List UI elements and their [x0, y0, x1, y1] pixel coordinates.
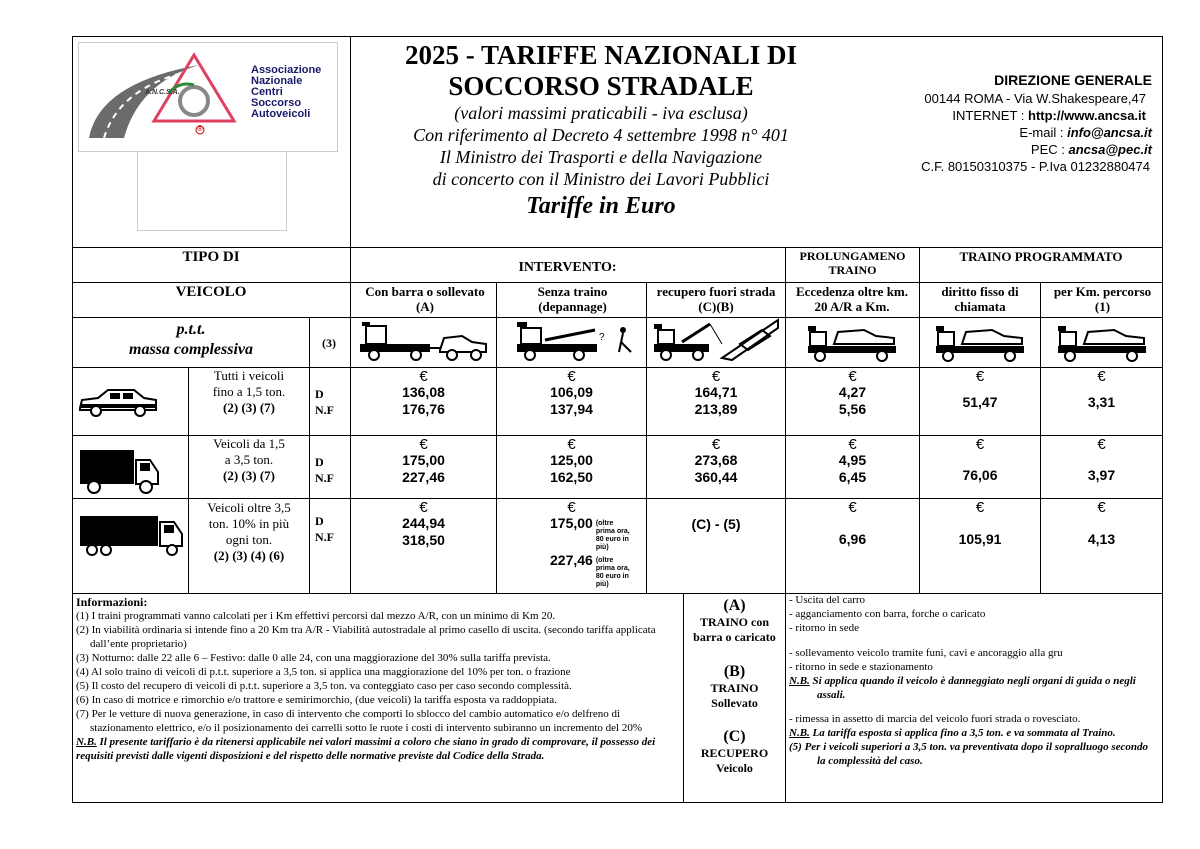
- logo-name: Associazione Nazionale Centri Soccorso Autoveicoli: [251, 64, 322, 120]
- desc-b2: - ritorno in sede e stazionamento: [789, 661, 933, 673]
- row2-codes: D N.F: [315, 455, 334, 485]
- desc-b1: - sollevamento veicolo tramite funi, cavi e ancoraggio alla gru: [789, 647, 1063, 659]
- row1-barra-nf: 176,76: [402, 401, 445, 417]
- row3-perkm: 4,13: [1087, 531, 1116, 547]
- row3-diritto-cell: € 105,91: [921, 500, 1039, 548]
- row1-eccedenza-cell: € 4,27 5,56: [787, 369, 918, 418]
- veicolo-header: VEICOLO: [175, 284, 247, 300]
- col-perkm-header: per Km. percorso (1): [1053, 284, 1152, 314]
- info-item-4: (4) Al solo traino di veicoli di p.t.t. superiore a 3,5 ton. si applica una maggiorazione del 10% per ton. o frazione: [76, 666, 571, 678]
- direzione-internet: INTERNET : http://www.ancsa.it: [952, 108, 1146, 123]
- prolungamento-header: PROLUNGAMENO TRAINO: [799, 249, 906, 277]
- info-item-1: (1) I traini programmati vanno calcolati per i Km effettivi percorsi dal mezzo A/R, con un minimo di Km 20.: [76, 610, 556, 622]
- desc-c1: - rimessa in assetto di marcia del veicolo fuori strada o rovesciato.: [789, 713, 1081, 725]
- row2-senza-d: 125,00: [550, 452, 593, 468]
- row2-recupero-d: 273,68: [694, 452, 738, 468]
- row2-recupero-cell: € 273,68 360,44: [648, 437, 784, 486]
- info-item-6: (6) In caso di motrice e rimorchio e/o trattore e semirimorchio, (due veicoli) la tariffa esposta va raddoppiata.: [76, 694, 557, 706]
- subtitle-decreto: Con riferimento al Decreto 4 settembre 1998 n° 401: [413, 125, 789, 145]
- internet-link[interactable]: http://www.ancsa.it: [1028, 108, 1146, 123]
- row2-perkm: 3,97: [1087, 467, 1116, 483]
- logo: [78, 42, 338, 152]
- tow-truck-depannage-icon: [515, 320, 637, 362]
- row3-senza-note-2: (oltre prima ora, 80 euro in più): [595, 557, 630, 588]
- col-senza-header: Senza traino (depannage): [537, 284, 608, 314]
- row1-diritto: 51,47: [962, 394, 998, 410]
- row2-senza-nf: 162,50: [550, 469, 593, 485]
- ptt-label: p.t.t. massa complessiva: [129, 321, 253, 358]
- traino-programmato-header: TRAINO PROGRAMMATO: [959, 249, 1123, 264]
- row1-eccedenza-d: 4,27: [838, 384, 867, 400]
- desc-c5: (5) Per i veicoli superiori a 3,5 ton. va preventivata dopo il sopralluogo secondo la complessità del caso.: [789, 741, 1149, 767]
- van-icon: [78, 448, 162, 494]
- logo-placeholder-box: [137, 151, 287, 231]
- col-recupero-header: recupero fuori strada (C)(B): [656, 284, 776, 314]
- legend-block: [684, 597, 785, 776]
- desc-a1: - Uscita del carro: [789, 594, 866, 606]
- direzione-email: E-mail : info@ancsa.it: [1019, 125, 1152, 140]
- row2-recupero-nf: 360,44: [694, 469, 738, 485]
- row1-recupero-d: 164,71: [694, 384, 738, 400]
- row2-barra-cell: € 175,00 227,46: [352, 437, 495, 486]
- row2-barra-nf: 227,46: [402, 469, 445, 485]
- desc-a2: - agganciamento con barra, forche o caricato: [789, 608, 986, 620]
- row1-description: Tutti i veicoli fino a 1,5 ton. (2) (3) (7): [212, 368, 286, 415]
- legend-a-text: TRAINO con barra o caricato: [693, 615, 776, 644]
- row3-eccedenza: 6,96: [838, 531, 867, 547]
- row3-barra-cell: € 244,94 318,50: [352, 500, 495, 549]
- row3-codes: D N.F: [315, 514, 334, 544]
- row3-diritto: 105,91: [958, 531, 1002, 547]
- row3-barra-d: 244,94: [402, 515, 445, 531]
- row1-senza-cell: € 106,09 137,94: [498, 369, 645, 418]
- nb-text: N.B. Il presente tariffario è da ritenersi applicabile nei valori massimi a coloro che siano in grado di comprovare, il possesso dei requisiti previsti dalle vigenti disposizioni e del rispetto delle normative previste dal Codice della Strada.: [76, 736, 656, 762]
- row3-eccedenza-cell: € 6,96: [787, 500, 918, 548]
- intervento-header: INTERVENTO:: [518, 260, 617, 275]
- row1-senza-nf: 137,94: [550, 401, 593, 417]
- row3-perkm-cell: € 4,13: [1042, 500, 1161, 548]
- note3-label: (3): [322, 336, 336, 350]
- row2-perkm-cell: € 3,97: [1042, 437, 1161, 484]
- desc-a3: - ritorno in sede: [789, 622, 859, 634]
- row3-senza-d: 175,00: [550, 515, 593, 531]
- info-item-3: (3) Notturno: dalle 22 alle 6 – Festivo: dalle 0 alle 24, con una maggiorazione del 30% sulla tariffa prevista.: [76, 652, 551, 664]
- direzione-address: 00144 ROMA - Via W.Shakespeare,47: [924, 91, 1146, 106]
- row3-senza-cell: € 175,00 (oltre prima ora, 80 euro in più) 227,46 (oltre prima ora, 80 euro in più): [498, 500, 645, 589]
- row3-description: Veicoli oltre 3,5 ton. 10% in più ogni ton. (2) (3) (4) (6): [207, 500, 291, 563]
- tow-truck-carrier-icon-perkm: [1056, 320, 1150, 362]
- row1-recupero-nf: 213,89: [694, 401, 738, 417]
- subtitle-ministro: Il Ministro dei Trasporti e della Navigazione: [439, 147, 763, 167]
- row3-senza-nf: 227,46: [550, 552, 593, 568]
- tow-truck-carrier-icon-diritto: [934, 320, 1028, 362]
- info-item-5: (5) Il costo del recupero di veicoli di p.t.t. superiore a 3,5 ton. va conteggiato caso per caso secondo complessità.: [76, 680, 572, 692]
- direzione-title: DIREZIONE GENERALE: [994, 72, 1152, 88]
- row2-diritto: 76,06: [962, 467, 998, 483]
- row1-perkm: 3,31: [1087, 394, 1116, 410]
- informazioni-title: Informazioni:: [76, 595, 148, 609]
- legend-c-text: RECUPERO Veicolo: [700, 746, 769, 775]
- row2-barra-d: 175,00: [402, 452, 445, 468]
- row1-diritto-cell: € 51,47: [921, 369, 1039, 411]
- row2-description: Veicoli da 1,5 a 3,5 ton. (2) (3) (7): [213, 436, 285, 483]
- recovery-crane-icon: [652, 318, 780, 362]
- subtitle-concerto: di concerto con il Ministro dei Lavori Pubblici: [432, 169, 770, 189]
- legend-b-text: TRAINO Sollevato: [710, 681, 759, 710]
- row2-eccedenza-cell: € 4,95 6,45: [787, 437, 918, 486]
- truck-icon: [78, 514, 186, 556]
- row3-barra-nf: 318,50: [402, 532, 445, 548]
- legend-b-letter: (B): [723, 663, 746, 680]
- row1-eccedenza-nf: 5,56: [838, 401, 867, 417]
- informazioni-block: [76, 595, 679, 763]
- desc-b-nb: N.B. Si applica quando il veicolo è danneggiato negli organi di guida o negli assali.: [789, 675, 1136, 701]
- row3-recupero-text: (C) - (5): [691, 516, 741, 532]
- row3-senza-note-1: (oltre prima ora, 80 euro in più): [595, 520, 630, 551]
- row1-codes: D N.F: [315, 387, 334, 417]
- row2-eccedenza-d: 4,95: [838, 452, 867, 468]
- col-diritto-header: diritto fisso di chiamata: [941, 284, 1019, 314]
- descriptions-block: [789, 593, 1159, 768]
- row2-senza-cell: € 125,00 162,50: [498, 437, 645, 486]
- page-title-line2: SOCCORSO STRADALE: [448, 71, 754, 101]
- row1-barra-d: 136,08: [402, 384, 445, 400]
- legend-c-letter: (C): [723, 728, 746, 745]
- row1-recupero-cell: € 164,71 213,89: [648, 369, 784, 418]
- row2-diritto-cell: € 76,06: [921, 437, 1039, 484]
- registered-mark: ®: [197, 124, 203, 133]
- row1-barra-cell: € 136,08 176,76: [352, 369, 495, 418]
- row1-senza-d: 106,09: [550, 384, 593, 400]
- direzione-pec: PEC : ancsa@pec.it: [1030, 142, 1152, 157]
- tipo-di-header: TIPO DI: [182, 249, 240, 265]
- col-eccedenza-header: Eccedenza oltre km. 20 A/R a Km.: [795, 284, 909, 314]
- row2-eccedenza-nf: 6,45: [838, 469, 867, 485]
- info-item-7: (7) Per le vetture di nuova generazione, in caso di intervento che comporti lo sblocco del cambio automatico e/o delfreno di stazionamento elettrico, e/o il posizionamento dei carrelli sotto le ruote i costi di intervento subiranno un incremento del 20%: [76, 708, 642, 734]
- pec-link[interactable]: ancsa@pec.it: [1068, 142, 1152, 157]
- svg-text:?: ?: [599, 332, 605, 343]
- logo-acronym: A.N.C.S.A.: [145, 89, 180, 96]
- row1-perkm-cell: € 3,31: [1042, 369, 1161, 411]
- tow-truck-bar-icon: [358, 320, 490, 362]
- legend-a-letter: (A): [723, 597, 746, 614]
- col-barra-header: Con barra o sollevato (A): [365, 284, 485, 314]
- direzione-fiscal: C.F. 80150310375 - P.Iva 01232880474: [921, 159, 1150, 174]
- email-link[interactable]: info@ancsa.it: [1067, 125, 1152, 140]
- tow-truck-carrier-icon-eccedenza: [806, 320, 900, 362]
- subtitle-iva: (valori massimi praticabili - iva esclusa): [454, 103, 748, 123]
- desc-c-nb: N.B. La tariffa esposta si applica fino a 3,5 ton. e va sommata al Traino.: [789, 727, 1116, 739]
- tariffe-euro-title: Tariffe in Euro: [526, 193, 676, 219]
- page-title-line1: 2025 - TARIFFE NAZIONALI DI: [404, 40, 798, 70]
- car-icon: [78, 386, 158, 418]
- info-item-2: (2) In viabilità ordinaria si intende fino a 20 Km tra A/R - Viabilità autostradale al primo casello di uscita. (secondo tariffa applicata dall’ente proprietario): [76, 624, 656, 650]
